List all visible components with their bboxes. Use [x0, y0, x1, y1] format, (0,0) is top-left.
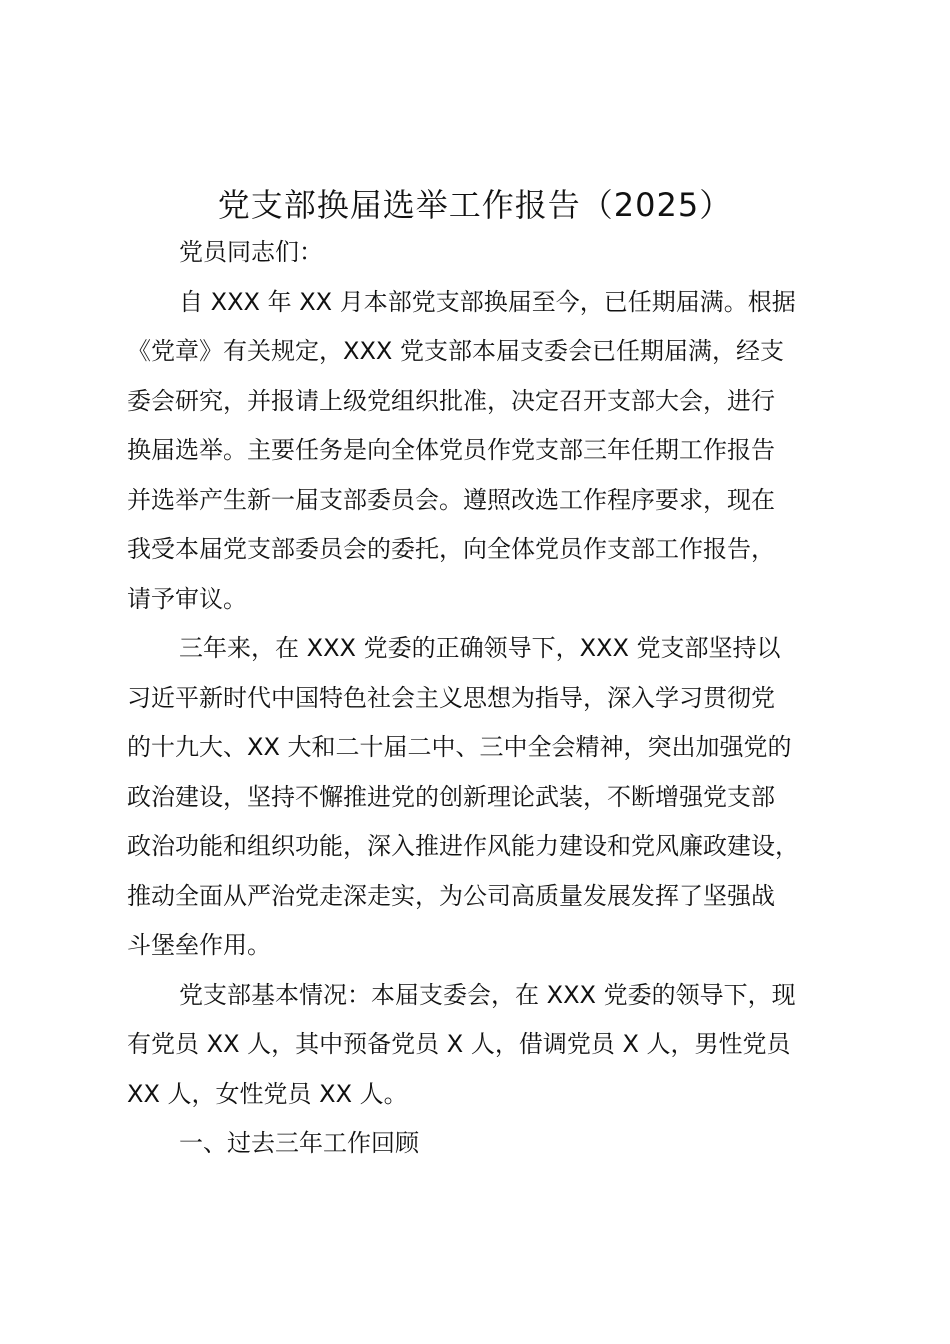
- paragraph-line: 斗堡垒作用。: [127, 931, 271, 959]
- paragraph-3: [127, 971, 833, 1120]
- section-heading: 一、过去三年工作回顾: [179, 1129, 419, 1157]
- paragraph-line: 三年来，在 XXX 党委的正确领导下，XXX 党支部坚持以: [179, 634, 781, 662]
- document-body: [127, 228, 833, 1169]
- paragraph-line: 并选举产生新一届支部委员会。遵照改选工作程序要求，现在: [127, 485, 775, 514]
- paragraph-line: 请予审议。: [127, 584, 247, 613]
- paragraph-line: 政治功能和组织功能，深入推进作风能力建设和党风廉政建设，: [127, 832, 799, 860]
- paragraph-line: 《党章》有关规定，XXX 党支部本届支委会已任期届满，经支: [127, 337, 784, 365]
- paragraph-line: 的十九大、XX 大和二十届二中、三中全会精神，突出加强党的: [127, 733, 792, 761]
- paragraph-2: [127, 624, 833, 971]
- paragraph-line: 习近平新时代中国特色社会主义思想为指导，深入学习贯彻党: [127, 683, 775, 712]
- document-title: 党支部换届选举工作报告（2025）: [217, 186, 733, 224]
- paragraph-line: 委会研究，并报请上级党组织批准，决定召开支部大会，进行: [127, 386, 775, 415]
- paragraph-line: 推动全面从严治党走深走实，为公司高质量发展发挥了坚强战: [127, 881, 775, 910]
- paragraph-line: 有党员 XX 人，其中预备党员 X 人，借调党员 X 人，男性党员: [127, 1030, 791, 1058]
- salutation: 党员同志们：: [179, 238, 323, 266]
- paragraph-line: 党支部基本情况：本届支委会，在 XXX 党委的领导下，现: [179, 980, 796, 1009]
- paragraph-line: XX 人，女性党员 XX 人。: [127, 1079, 408, 1108]
- paragraph-line: 我受本届党支部委员会的委托，向全体党员作支部工作报告，: [127, 535, 775, 563]
- paragraph-line: 自 XXX 年 XX 月本部党支部换届至今，已任期届满。根据: [179, 287, 796, 316]
- paragraph-1: [127, 278, 833, 625]
- paragraph-line: 政治建设，坚持不懈推进党的创新理论武装，不断增强党支部: [127, 782, 775, 811]
- paragraph-line: 换届选举。主要任务是向全体党员作党支部三年任期工作报告: [127, 436, 775, 464]
